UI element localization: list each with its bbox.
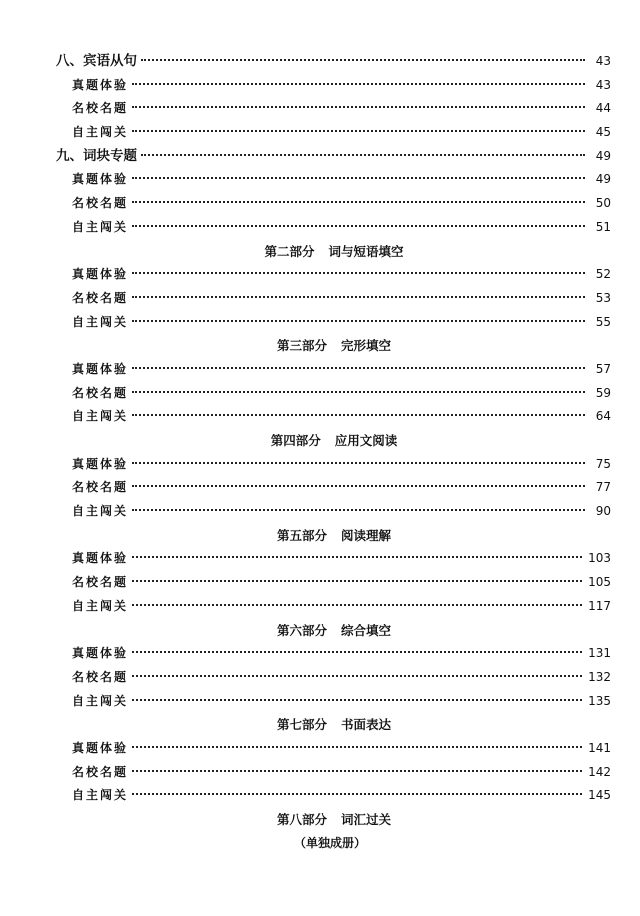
dot-leader: [132, 509, 585, 511]
toc-entry-label: 自主闯关: [72, 409, 129, 424]
toc-page-number: 52: [595, 267, 611, 282]
toc-entry-row[interactable]: [0, 97, 640, 121]
toc-entry-label: 九、词块专题: [56, 147, 137, 164]
toc-page-number: 55: [595, 314, 611, 329]
part-heading: [0, 808, 640, 832]
part-number: 第三部分: [276, 338, 327, 354]
toc-entry-label: 名校名题: [72, 385, 129, 400]
dot-leader: [132, 556, 582, 558]
toc-entry-row[interactable]: [0, 453, 640, 477]
dot-leader: [132, 83, 585, 85]
toc-page-number: 141: [588, 740, 611, 755]
toc-entry-label: 真题体验: [72, 646, 129, 661]
toc-entry-row[interactable]: [0, 358, 640, 382]
toc-entry-label: 名校名题: [72, 101, 129, 116]
toc-entry-row[interactable]: [0, 761, 640, 785]
toc-page-number: 49: [595, 148, 611, 163]
toc-entry-row[interactable]: [0, 737, 640, 761]
toc-page-number: 135: [588, 693, 611, 708]
toc-entry-label: 名校名题: [72, 290, 129, 305]
dot-leader: [132, 793, 582, 795]
toc-entry-row[interactable]: [0, 216, 640, 240]
dot-leader: [132, 367, 585, 369]
toc-entry-label: 自主闯关: [72, 788, 129, 803]
toc-entry-label: 名校名题: [72, 764, 129, 779]
dot-leader: [132, 485, 585, 487]
toc-page-number: 45: [595, 125, 611, 140]
part-number: 第四部分: [270, 433, 321, 448]
toc-page-number: 49: [595, 172, 611, 187]
toc-entry-row[interactable]: [0, 74, 640, 98]
toc-entry-label: 八、宾语从句: [56, 53, 137, 69]
dot-leader: [132, 391, 585, 393]
toc-page-number: 142: [588, 764, 611, 779]
dot-leader: [132, 699, 582, 701]
toc-entry-label: 自主闯关: [72, 504, 129, 519]
dot-leader: [132, 414, 585, 416]
toc-entry-row[interactable]: [0, 263, 640, 287]
toc-page-number: 43: [595, 54, 611, 68]
toc-entry-label: 真题体验: [72, 740, 129, 755]
toc-page-number: 132: [588, 669, 611, 684]
part-title: 综合填空: [341, 622, 392, 638]
part-heading: [0, 524, 640, 548]
part-title: 词与短语填空: [328, 243, 404, 259]
toc-entry-row[interactable]: [0, 405, 640, 429]
toc-entry-row[interactable]: [0, 595, 640, 619]
toc-page-number: 105: [588, 575, 611, 590]
toc-entry-label: 真题体验: [72, 456, 129, 471]
toc-page-number: 44: [595, 101, 611, 116]
dot-leader: [132, 106, 585, 108]
dot-leader: [132, 770, 582, 772]
toc-entry-row[interactable]: [0, 287, 640, 311]
toc-entry-label: 真题体验: [72, 172, 129, 187]
toc-entry-label: 名校名题: [72, 196, 129, 211]
toc-entry-label: 自主闯关: [72, 314, 129, 329]
toc-entry-label: 真题体验: [72, 361, 129, 376]
toc-entry-row[interactable]: [0, 690, 640, 714]
dot-leader: [132, 201, 585, 203]
toc-entry-label: 名校名题: [72, 480, 129, 495]
toc-entry-row[interactable]: [0, 311, 640, 335]
table-of-contents: [0, 50, 640, 855]
toc-page-number: 103: [588, 551, 611, 566]
toc-entry-row[interactable]: [0, 642, 640, 666]
dot-leader: [141, 154, 585, 156]
toc-entry-label: 真题体验: [72, 77, 129, 92]
toc-entry-label: 真题体验: [72, 551, 129, 566]
part-title: 书面表达: [341, 717, 392, 733]
part-heading: [0, 240, 640, 264]
part-number: 第七部分: [276, 717, 327, 733]
toc-page-number: 117: [588, 598, 611, 613]
toc-page-number: 51: [595, 219, 611, 234]
part-title: 词汇过关: [341, 812, 392, 827]
dot-leader: [132, 177, 585, 179]
dot-leader: [132, 675, 582, 677]
toc-chapter-row[interactable]: [0, 50, 640, 74]
toc-entry-row[interactable]: [0, 547, 640, 571]
part-heading: [0, 619, 640, 643]
toc-page-number: 64: [595, 409, 611, 424]
toc-page-number: 75: [595, 456, 611, 471]
dot-leader: [132, 604, 582, 606]
toc-page-number: 77: [595, 480, 611, 495]
toc-entry-row[interactable]: [0, 571, 640, 595]
dot-leader: [132, 462, 585, 464]
dot-leader: [132, 320, 585, 322]
toc-page-number: 43: [595, 77, 611, 92]
part-number: 第五部分: [276, 527, 327, 543]
dot-leader: [132, 130, 585, 132]
toc-page-number: 53: [595, 290, 611, 305]
toc-entry-row[interactable]: [0, 382, 640, 406]
separate-volume-note: （单独成册）: [293, 835, 366, 850]
dot-leader: [132, 225, 585, 227]
toc-entry-row[interactable]: [0, 168, 640, 192]
dot-leader: [132, 651, 582, 653]
toc-entry-label: 自主闯关: [72, 693, 129, 708]
toc-page-number: 57: [595, 361, 611, 376]
toc-entry-row[interactable]: [0, 121, 640, 145]
toc-entry-label: 自主闯关: [72, 125, 129, 140]
dot-leader: [141, 59, 585, 61]
toc-page-number: 59: [595, 385, 611, 400]
toc-page-number: 50: [595, 196, 611, 211]
dot-leader: [132, 296, 585, 298]
toc-entry-row[interactable]: [0, 666, 640, 690]
toc-entry-row[interactable]: [0, 784, 640, 808]
toc-page-number: 131: [588, 646, 611, 661]
toc-entry-label: 自主闯关: [72, 219, 129, 234]
part-heading: [0, 429, 640, 453]
toc-page-number: 145: [588, 788, 611, 803]
toc-entry-row[interactable]: [0, 476, 640, 500]
dot-leader: [132, 272, 585, 274]
toc-entry-label: 名校名题: [72, 575, 129, 590]
part-number: 第二部分: [264, 243, 315, 259]
toc-entry-label: 真题体验: [72, 267, 129, 282]
part-number: 第八部分: [276, 812, 327, 827]
dot-leader: [132, 746, 582, 748]
toc-entry-label: 自主闯关: [72, 598, 129, 613]
part-title: 完形填空: [341, 338, 392, 354]
part-title: 应用文阅读: [334, 433, 398, 448]
part-title: 阅读理解: [341, 527, 392, 543]
toc-chapter-row[interactable]: [0, 145, 640, 169]
toc-entry-label: 名校名题: [72, 669, 129, 684]
dot-leader: [132, 580, 582, 582]
part-heading: [0, 334, 640, 358]
part-number: 第六部分: [276, 622, 327, 638]
toc-entry-row[interactable]: [0, 192, 640, 216]
toc-page-number: 90: [595, 504, 611, 519]
part-heading: [0, 713, 640, 737]
toc-entry-row[interactable]: [0, 500, 640, 524]
